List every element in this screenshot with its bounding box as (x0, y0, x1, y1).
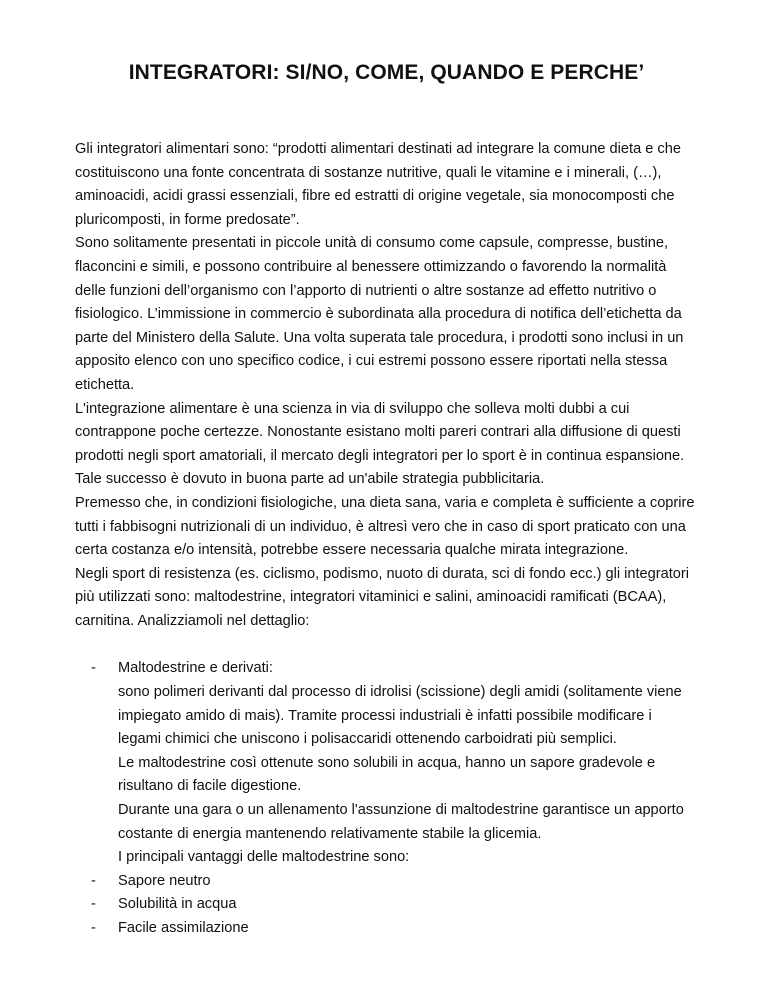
list-item-text: I principali vantaggi delle maltodestrine sono: (118, 849, 410, 866)
list-item (75, 917, 698, 941)
paragraph-endurance: Negli sport di resistenza (es. ciclismo, podismo, nuoto di durata, sci di fondo ecc.) gli integratori più utilizzati sono: maltodestrine, integratori vitaminici e salini, aminoacidi ramificati (BCAA), carnitina. Analizziamoli nel dettaglio: (75, 565, 690, 629)
paragraph-definition: Gli integratori alimentari sono: “prodotti alimentari destinati ad integrare la comune dieta e che costituiscono una fonte concentrata di sostanze nutritive, quali le vitamine e i minerali, (…), aminoacidi, acidi grassi essenziali, fibre ed estratti di origine vegetale, sia monocomposti che pluricomposti, in forme predosate”. (75, 141, 681, 228)
list-item-text: Le maltodestrine così ottenute sono solubili in acqua, hanno un sapore gradevole e risultano di facile digestione. (118, 754, 656, 795)
list-item (75, 657, 698, 869)
list-item-text: Durante una gara o un allenamento l'assunzione di maltodestrine garantisce un apporto costante di energia mantenendo relativamente stabile la glicemia. (118, 802, 684, 842)
document-title: INTEGRATORI: SI/NO, COME, QUANDO E PERCHE’ (128, 61, 645, 84)
list-item-content (118, 657, 698, 869)
list-bullet: - (91, 660, 96, 677)
list-item-label: Solubilità in acqua (118, 896, 237, 913)
list-item-label: Sapore neutro (118, 872, 211, 889)
paragraph-premise: Premesso che, in condizioni fisiologiche, una dieta sana, varia e completa è sufficiente a coprire tutti i fabbisogni nutrizionali di un individuo, è altresì vero che in caso di sport praticato con una certa costanza e/o intensità, potrebbe essere necessaria qualche mirata integrazione. (75, 494, 695, 559)
document-body (75, 138, 698, 633)
list-item (75, 870, 698, 894)
list-item-label: Facile assimilazione (118, 920, 249, 936)
list-bullet: - (91, 920, 96, 936)
list-bullet: - (91, 896, 96, 913)
paragraph-science: L'integrazione alimentare è una scienza in via di sviluppo che solleva molti dubbi a cui contrappone poche certezze. Nonostante esistano molti pareri contrari alla diffusione di questi prodotti negli sport amatoriali, il mercato degli integratori per lo sport è in continua espansione. Tale successo è dovuto in buona parte ad un'abile strategia pubblicitaria. (75, 400, 685, 488)
list-item-text: sono polimeri derivanti dal processo di idrolisi (scissione) degli amidi (solitamente viene impiegato amido di mais). Tramite processi industriali è infatti possibile modificare i legami chimici che uniscono i polisaccaridi ottenendo carboidrati più semplici. (118, 684, 682, 748)
list-item (75, 893, 698, 917)
supplements-list (75, 657, 698, 940)
list-bullet: - (91, 872, 96, 889)
paragraph-presentation: Sono solitamente presentati in piccole unità di consumo come capsule, compresse, bustine, flaconcini e simili, e possono contribuire al benessere ottimizzando o favorendo la normalità delle funzioni dell’organismo con l’apporto di nutrienti o altre sostanze ad effetto nutritivo o fisiologico. L’immissione in commercio è subordinata alla procedura di notifica dell’etichetta da parte del Ministero della Salute. Una volta superata tale procedura, i prodotti sono inclusi in un apposito elenco con uno specifico codice, i cui estremi possono essere riportati nella stessa etichetta. (75, 235, 684, 393)
list-item-heading: Maltodestrine e derivati: (118, 660, 273, 677)
